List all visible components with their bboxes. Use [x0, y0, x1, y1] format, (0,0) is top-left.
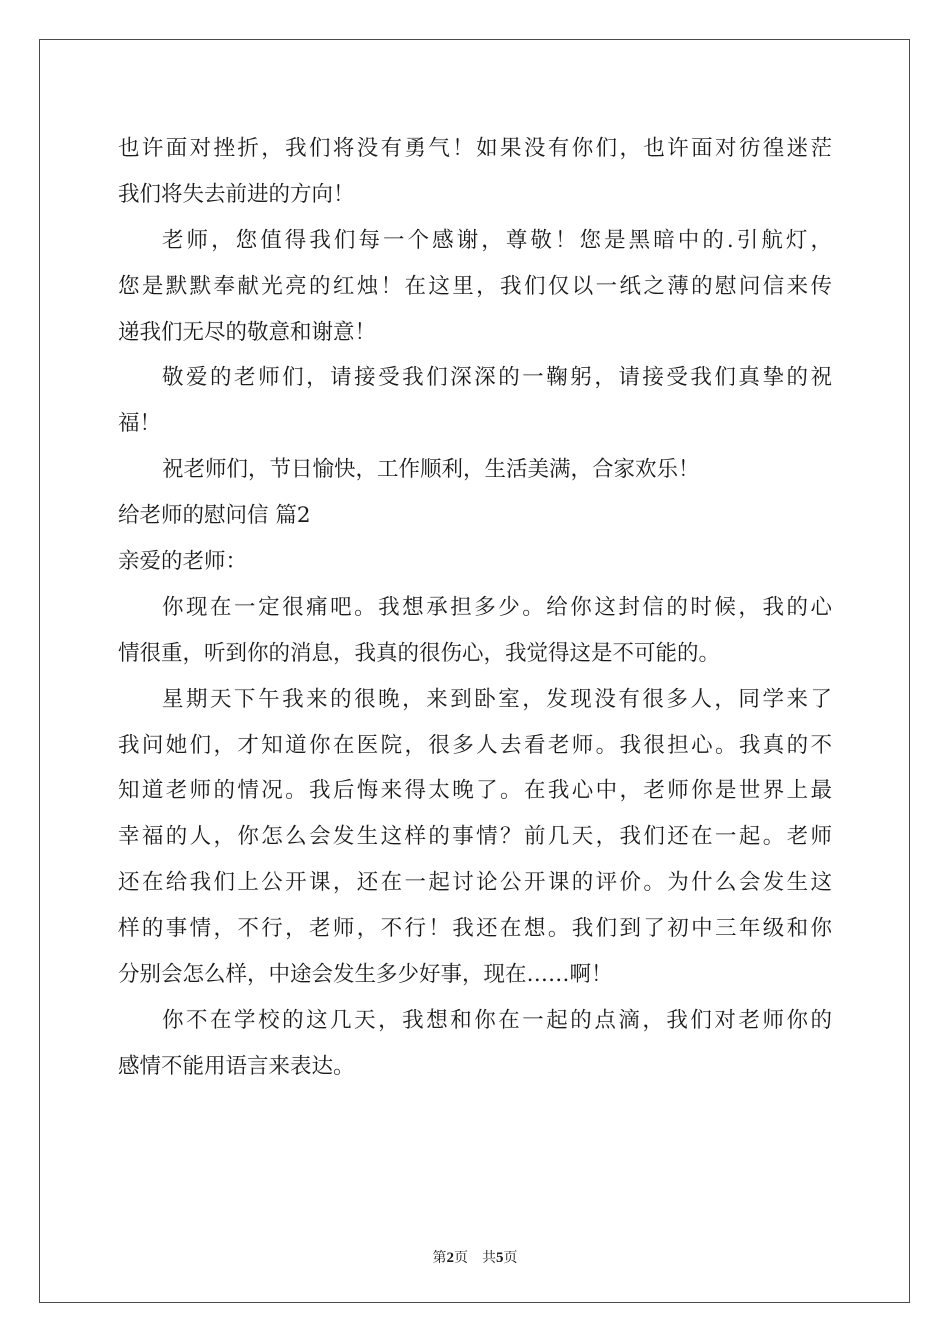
text-line: 幸福的人，你怎么会发生这样的事情？前几天，我们还在一起。老师 — [118, 824, 832, 850]
page-footer — [0, 1247, 950, 1267]
salutation: 亲爱的老师： — [118, 549, 248, 575]
text-line: 我问她们，才知道你在医院，很多人去看老师。我很担心。我真的不 — [118, 732, 832, 758]
text-line: 样的事情，不行，老师，不行！我还在想。我们到了初中三年级和你 — [118, 916, 832, 942]
text-line: 星期天下午我来的很晚，来到卧室，发现没有很多人，同学来了 — [162, 686, 832, 712]
section-heading: 给老师的慰问信 篇2 — [118, 503, 311, 529]
text-line: 祝老师们，节日愉快，工作顺利，生活美满，合家欢乐！ — [162, 457, 700, 483]
page-suffix: 页 — [454, 1250, 468, 1266]
text-line: 还在给我们上公开课，还在一起讨论公开课的评价。为什么会发生这 — [118, 870, 832, 896]
total-suffix: 页 — [503, 1250, 518, 1266]
document-body — [118, 126, 832, 1090]
text-line: 我们将失去前进的方向！ — [118, 181, 355, 207]
text-line: 分别会怎么样，中途会发生多少好事，现在……啊！ — [118, 962, 613, 988]
text-line: 你现在一定很痛吧。我想承担多少。给你这封信的时候，我的心 — [162, 594, 832, 620]
total-prefix: 共 — [482, 1250, 496, 1266]
page-prefix: 第 — [432, 1250, 447, 1266]
text-line: 感情不能用语言来表达。 — [118, 1053, 355, 1079]
total-pages: 5 — [496, 1250, 504, 1266]
text-line: 情很重，听到你的消息，我真的很伤心，我觉得这是不可能的。 — [118, 640, 721, 666]
text-line: 也许面对挫折，我们将没有勇气！如果没有你们，也许面对彷徨迷茫 — [118, 136, 832, 161]
text-line: 您是默默奉献光亮的红烛！在这里，我们仅以一纸之薄的慰问信来传 — [118, 273, 832, 299]
text-line: 敬爱的老师们，请接受我们深深的一鞠躬，请接受我们真挚的祝 — [162, 365, 832, 391]
text-line: 知道老师的情况。我后悔来得太晚了。在我心中，老师你是世界上最 — [118, 778, 832, 804]
text-line: 老师，您值得我们每一个感谢，尊敬！您是黑暗中的.引航灯， — [162, 227, 832, 253]
text-line: 你不在学校的这几天，我想和你在一起的点滴，我们对老师你的 — [162, 1007, 832, 1033]
text-line: 福！ — [118, 411, 162, 437]
text-line: 递我们无尽的敬意和谢意！ — [118, 319, 377, 345]
page-number: 2 — [446, 1250, 454, 1266]
